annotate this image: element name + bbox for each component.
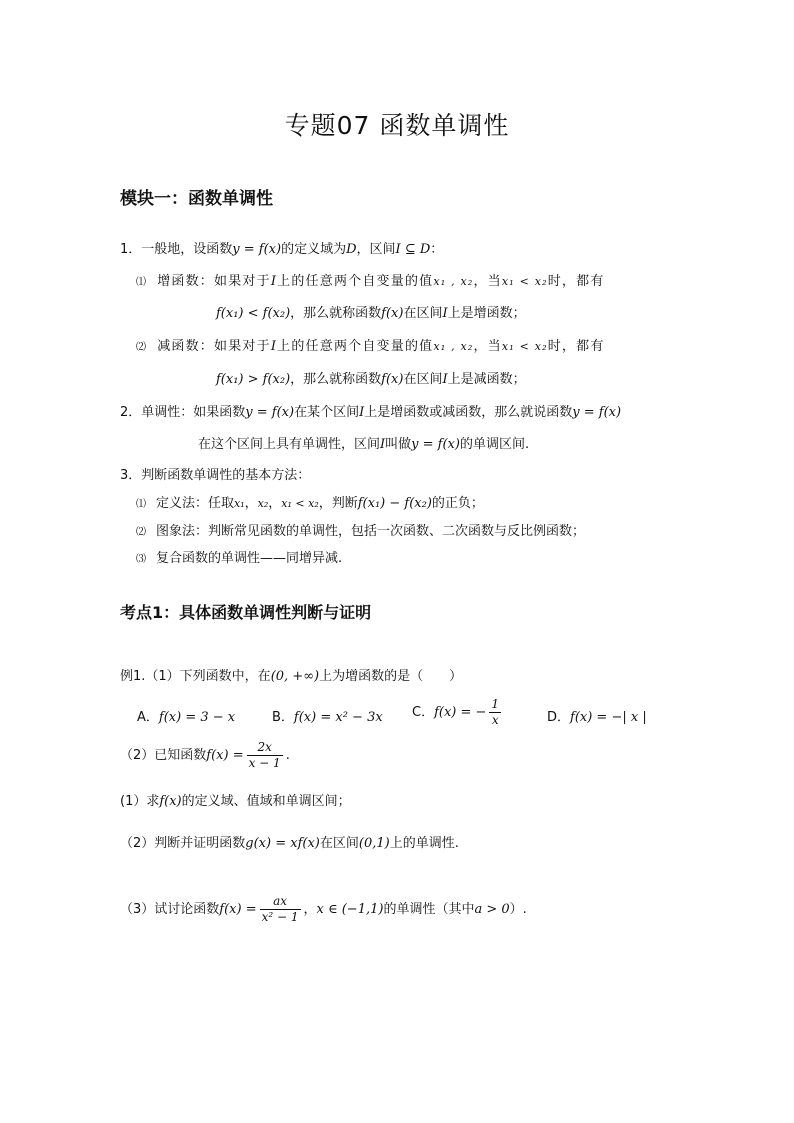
denominator: x² − 1 — [261, 910, 299, 924]
formula: x₁ , x₂ — [433, 340, 474, 353]
formula: I — [359, 405, 365, 420]
text: 上的任意两个自变量的值 — [277, 339, 434, 354]
option-b — [272, 706, 383, 725]
formula: f(x₁) > f(x₂) — [216, 372, 291, 387]
formula: I — [270, 339, 278, 354]
formula: (0,1) — [358, 836, 390, 851]
formula: I ⊆ D — [395, 242, 431, 257]
increasing-definition-cont — [216, 302, 526, 321]
option-label: A． — [137, 710, 159, 725]
method-definition — [136, 492, 484, 511]
formula: f(x) = −| x | — [570, 710, 647, 725]
item-number: ⑶ — [136, 554, 146, 565]
text: （2）已知函数 — [120, 748, 207, 763]
text: 的正负； — [431, 496, 484, 511]
definition-intro — [120, 238, 443, 257]
formula: f(x) = 3 − x — [158, 710, 236, 725]
formula: f(x) = x² − 3x — [293, 710, 383, 725]
item-number: ⑴ — [136, 499, 146, 510]
text: ， — [268, 496, 282, 511]
formula: f(x) — [381, 306, 404, 321]
text: 上的单调性. — [389, 836, 459, 851]
text: 上的任意两个自变量的值 — [277, 274, 434, 289]
text: 在某个区间 — [294, 405, 360, 420]
monotonicity-definition — [120, 401, 621, 420]
text: 在区间 — [403, 306, 443, 321]
numerator: ax — [260, 894, 301, 910]
page-title: 专题07 函数单调性 — [284, 111, 510, 140]
text: ）. — [509, 902, 527, 917]
formula: x ∈ (−1,1) — [316, 902, 384, 917]
formula: x₁ , x₂ — [433, 275, 474, 288]
formula: f(x) = — [219, 902, 257, 917]
formula: y = f(x) — [411, 437, 460, 452]
text: 时，都有 — [547, 339, 605, 354]
text: 的定义域为 — [281, 242, 347, 257]
text: ，当 — [473, 339, 502, 354]
text: ，那么就称函数 — [290, 306, 382, 321]
item-number: ⑵ — [136, 527, 146, 538]
option-a — [137, 706, 235, 725]
text: 在区间 — [319, 836, 359, 851]
option-label: B． — [272, 710, 294, 725]
text: 在区间 — [403, 372, 443, 387]
decreasing-definition — [136, 335, 605, 354]
method-graph — [136, 520, 585, 539]
formula: x₁ — [234, 497, 245, 510]
text: 例1.（1）下列函数中，在 — [120, 669, 271, 684]
formula: f(x) — [159, 794, 182, 809]
fraction — [489, 697, 501, 728]
text: ， — [303, 902, 317, 917]
text: 上为增函数的是（ ） — [319, 669, 463, 684]
text: 减函数：如果对于 — [157, 339, 271, 354]
kaodian-heading: 考点1：具体函数单调性判断与证明 — [120, 603, 372, 622]
text: ： — [430, 242, 444, 257]
text: ，区间 — [356, 242, 396, 257]
formula: I — [442, 306, 448, 321]
option-label: D． — [547, 710, 571, 725]
formula: x₁ < x₂ — [501, 275, 548, 288]
text: （2）判断并证明函数 — [120, 836, 246, 851]
formula: a > 0 — [474, 902, 510, 917]
formula: I — [270, 274, 278, 289]
formula: x₁ < x₂ — [281, 497, 319, 510]
option-d — [547, 706, 647, 725]
example-q2-part1 — [120, 790, 351, 809]
example-q2 — [120, 740, 290, 771]
numerator: 1 — [491, 697, 500, 711]
text: （3）试讨论函数 — [120, 902, 220, 917]
monotonicity-definition-cont — [198, 433, 529, 452]
formula: f(x₁) − f(x₂) — [357, 496, 432, 511]
formula: I — [442, 372, 448, 387]
text: 叫做 — [385, 437, 412, 452]
formula: f(x) — [381, 372, 404, 387]
text: 上是增函数； — [447, 306, 526, 321]
text: 定义法：任取 — [156, 496, 235, 511]
formula: f(x) = − — [434, 705, 487, 720]
module-heading: 模块一：函数单调性 — [120, 189, 273, 209]
text: 图象法：判断常见函数的单调性，包括一次函数、二次函数与反比例函数； — [156, 524, 586, 539]
formula: I — [380, 437, 386, 452]
denominator: x − 1 — [248, 756, 281, 770]
fraction — [247, 740, 283, 771]
text: 1．一般地，设函数 — [120, 242, 233, 257]
text: 上是减函数； — [447, 372, 526, 387]
text: ，那么就称函数 — [290, 372, 382, 387]
example-q3 — [120, 894, 527, 925]
formula: f(x) = — [206, 748, 244, 763]
formula: f(x₁) < f(x₂) — [216, 306, 291, 321]
item-number: ⑴ — [136, 277, 148, 288]
option-c — [412, 697, 504, 728]
example-q2-part2 — [120, 832, 459, 851]
formula: (0, +∞) — [270, 669, 320, 684]
formula: y = f(x) — [232, 242, 282, 257]
formula: y = f(x) — [245, 405, 295, 420]
text: 复合函数的单调性——同增异减. — [156, 551, 343, 566]
text: 在这个区间上具有单调性，区间 — [198, 437, 381, 452]
option-label: C． — [412, 705, 435, 720]
text: . — [285, 748, 290, 763]
text: 时，都有 — [547, 274, 605, 289]
text: 的单调性（其中 — [383, 902, 475, 917]
increasing-definition — [136, 270, 605, 289]
text: (1）求 — [120, 794, 160, 809]
formula: g(x) = xf(x) — [245, 836, 320, 851]
text: 的单调区间. — [459, 437, 530, 452]
text: 增函数：如果对于 — [157, 274, 271, 289]
fraction — [260, 894, 301, 925]
item-number: ⑵ — [136, 342, 148, 353]
text: 上是增函数或减函数，那么就说函数 — [364, 405, 573, 420]
decreasing-definition-cont — [216, 368, 526, 387]
formula: x₂ — [257, 497, 269, 510]
formula: y = f(x) — [572, 405, 622, 420]
text: ，判断 — [318, 496, 358, 511]
method-composite — [136, 547, 342, 566]
formula: D — [346, 242, 357, 257]
text: ，当 — [473, 274, 502, 289]
text: 的定义域、值域和单调区间； — [181, 794, 351, 809]
denominator: x — [491, 713, 499, 727]
text: 2．单调性：如果函数 — [120, 405, 246, 420]
numerator: 2x — [247, 740, 283, 756]
formula: x₁ < x₂ — [501, 340, 548, 353]
methods-heading: 3．判断函数单调性的基本方法： — [120, 468, 311, 483]
text: ， — [244, 496, 258, 511]
example-q1 — [120, 665, 462, 684]
